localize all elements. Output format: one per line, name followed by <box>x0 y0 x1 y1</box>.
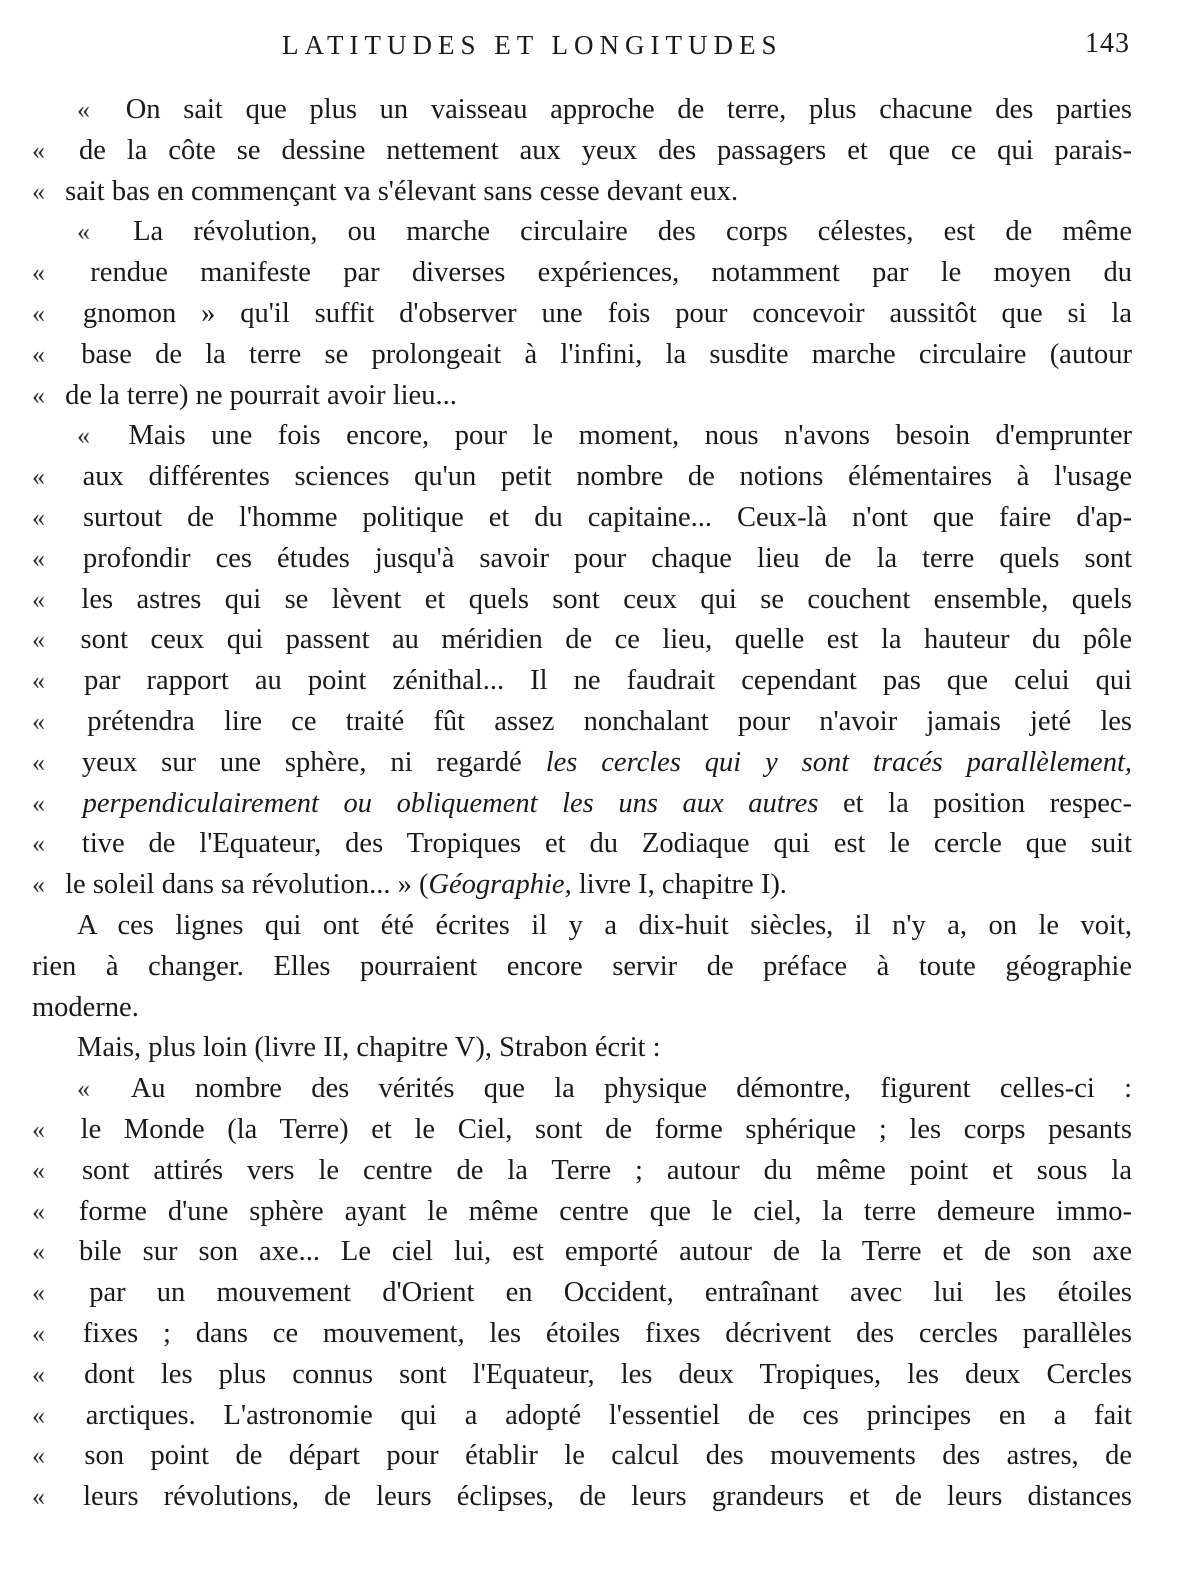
quotation-mark: « <box>32 747 45 777</box>
italic-text: les cercles qui y sont tracés parallèlement, <box>545 746 1132 778</box>
text-line <box>32 1436 1132 1477</box>
line-text: La révolution, ou marche circulaire des corps célestes, est de même <box>103 216 1132 248</box>
line-text: son point de départ pour établir le calcul des mouvements des astres, de <box>58 1440 1132 1472</box>
text-line <box>32 498 1132 539</box>
quotation-mark: « <box>32 1237 45 1267</box>
line-text: sont ceux qui passent au méridien de ce lieu, quelle est la hauteur du pôle <box>58 624 1132 656</box>
text-line <box>32 539 1132 580</box>
line-text: forme d'une sphère ayant le même centre que le ciel, la terre demeure immo- <box>58 1195 1132 1227</box>
line-text: yeux sur une sphère, ni regardé <box>58 746 546 778</box>
line-text-continued: et la position respec- <box>818 787 1133 819</box>
line-text-continued: livre I, chapitre I). <box>571 869 787 901</box>
text-line <box>32 906 1132 947</box>
quotation-mark: « <box>32 788 45 818</box>
running-title: LATITUDES ET LONGITUDES <box>282 30 783 60</box>
text-line <box>32 335 1132 376</box>
line-text: A ces lignes qui ont été écrites il y a dix-huit siècles, il n'y a, on le voit, <box>77 909 1132 941</box>
body-text <box>32 90 1132 1518</box>
line-text: Mais, plus loin (livre II, chapitre V), Strabon écrit : <box>77 1032 661 1064</box>
line-text: On sait que plus un vaisseau approche de terre, plus chacune des parties <box>103 94 1132 125</box>
quotation-mark: « <box>32 1359 45 1389</box>
line-text: gnomon » qu'il suffit d'observer une fois pour concevoir aussitôt que si la <box>58 297 1132 329</box>
line-text: Au nombre des vérités que la physique démontre, figurent celles-ci : <box>103 1073 1132 1105</box>
quotation-mark: « <box>32 625 45 655</box>
quotation-mark: « <box>32 870 45 900</box>
quotation-mark: « <box>32 1441 45 1471</box>
quotation-mark: « <box>32 706 45 736</box>
quotation-mark: « <box>32 829 45 859</box>
text-line <box>32 824 1132 865</box>
text-line <box>32 702 1132 743</box>
quotation-mark: « <box>32 584 45 614</box>
italic-text: perpendiculairement ou obliquement les uns aux autres <box>82 787 819 819</box>
line-text: base de la terre se prolongeait à l'infini, la susdite marche circulaire (autour <box>58 338 1132 370</box>
quotation-mark: « <box>32 1196 45 1226</box>
line-text: bile sur son axe... Le ciel lui, est emporté autour de la Terre et de son axe <box>58 1236 1132 1268</box>
line-text: leurs révolutions, de leurs éclipses, de leurs grandeurs et de leurs distances <box>58 1481 1132 1513</box>
line-text: profondir ces études jusqu'à savoir pour chaque lieu de la terre quels sont <box>58 542 1132 574</box>
line-text: prétendra lire ce traité fût assez nonchalant pour n'avoir jamais jeté les <box>58 705 1132 737</box>
line-text: fixes ; dans ce mouvement, les étoiles fixes décrivent des cercles parallèles <box>58 1317 1132 1349</box>
page-number: 143 <box>1085 28 1130 59</box>
quotation-mark: « <box>32 298 45 328</box>
text-line <box>32 172 1132 213</box>
line-text: surtout de l'homme politique et du capitaine... Ceux-là n'ont que faire d'ap- <box>58 501 1132 533</box>
line-text: sait bas en commençant va s'élevant sans cesse devant eux. <box>58 175 739 207</box>
line-text: rendue manifeste par diverses expériences, notamment par le moyen du <box>58 257 1132 289</box>
line-text: sont attirés vers le centre de la Terre ; autour du même point et sous la <box>58 1154 1132 1186</box>
text-line <box>32 1232 1132 1273</box>
quotation-mark: « <box>32 1482 45 1512</box>
quotation-mark: « <box>32 258 45 288</box>
quotation-mark: « <box>32 135 45 165</box>
quotation-mark: « <box>32 176 45 206</box>
text-line <box>32 661 1132 702</box>
line-text: de la terre) ne pourrait avoir lieu... <box>58 379 457 411</box>
text-line <box>32 131 1132 172</box>
quotation-mark: « <box>77 217 90 247</box>
quotation-mark: « <box>32 462 45 492</box>
text-line <box>32 784 1132 825</box>
line-text: dont les plus connus sont l'Equateur, les deux Tropiques, les deux Cercles <box>58 1358 1132 1390</box>
quotation-mark: « <box>32 1318 45 1348</box>
line-text: le Monde (la Terre) et le Ciel, sont de forme sphérique ; les corps pesants <box>58 1113 1132 1145</box>
text-line <box>32 1192 1132 1233</box>
quotation-mark: « <box>32 339 45 369</box>
text-line <box>32 253 1132 294</box>
text-line <box>32 1069 1132 1110</box>
quotation-mark: « <box>32 1278 45 1308</box>
text-line <box>32 294 1132 335</box>
line-text: les astres qui se lèvent et quels sont ceux qui se couchent ensemble, quels <box>58 583 1132 615</box>
quotation-mark: « <box>32 502 45 532</box>
text-line <box>32 212 1132 253</box>
text-line <box>32 376 1132 417</box>
quotation-mark: « <box>32 1400 45 1430</box>
text-line <box>32 743 1132 784</box>
text-line <box>32 620 1132 661</box>
text-line <box>32 90 1132 131</box>
text-line <box>32 416 1132 457</box>
text-line <box>32 1151 1132 1192</box>
quotation-mark: « <box>32 543 45 573</box>
line-text: rien à changer. Elles pourraient encore servir de préface à toute géographie <box>32 950 1132 982</box>
quotation-mark: « <box>32 380 45 410</box>
line-text: tive de l'Equateur, des Tropiques et du Zodiaque qui est le cercle que suit <box>58 828 1132 860</box>
quotation-mark: « <box>32 1155 45 1185</box>
quotation-mark: « <box>77 1074 90 1104</box>
text-line <box>32 1396 1132 1437</box>
italic-text: Géographie, <box>428 869 572 901</box>
line-text: aux différentes sciences qu'un petit nombre de notions élémentaires à l'usage <box>58 461 1132 493</box>
text-line <box>32 865 1132 906</box>
line-text: par un mouvement d'Orient en Occident, entraînant avec lui les étoiles <box>58 1277 1132 1309</box>
quotation-mark: « <box>32 1114 45 1144</box>
text-line <box>32 1273 1132 1314</box>
text-line <box>32 988 1132 1029</box>
page-header <box>0 26 1190 66</box>
line-text: arctiques. L'astronomie qui a adopté l'essentiel de ces principes en a fait <box>58 1399 1132 1431</box>
quotation-mark: « <box>77 421 90 451</box>
line-text: de la côte se dessine nettement aux yeux des passagers et que ce qui parais- <box>58 134 1132 166</box>
text-line <box>32 1355 1132 1396</box>
text-line <box>32 1110 1132 1151</box>
quotation-mark: « <box>77 95 90 124</box>
text-line <box>32 1314 1132 1355</box>
line-text: le soleil dans sa révolution... » ( <box>58 869 429 901</box>
text-line <box>32 947 1132 988</box>
quotation-mark: « <box>32 666 45 696</box>
text-line <box>32 457 1132 498</box>
line-text: par rapport au point zénithal... Il ne faudrait cependant pas que celui qui <box>58 665 1132 697</box>
text-line <box>32 580 1132 621</box>
text-line <box>32 1477 1132 1518</box>
line-text: moderne. <box>32 991 139 1023</box>
line-text <box>58 788 83 819</box>
line-text: Mais une fois encore, pour le moment, nous n'avons besoin d'emprunter <box>103 420 1132 452</box>
text-line <box>32 1028 1132 1069</box>
